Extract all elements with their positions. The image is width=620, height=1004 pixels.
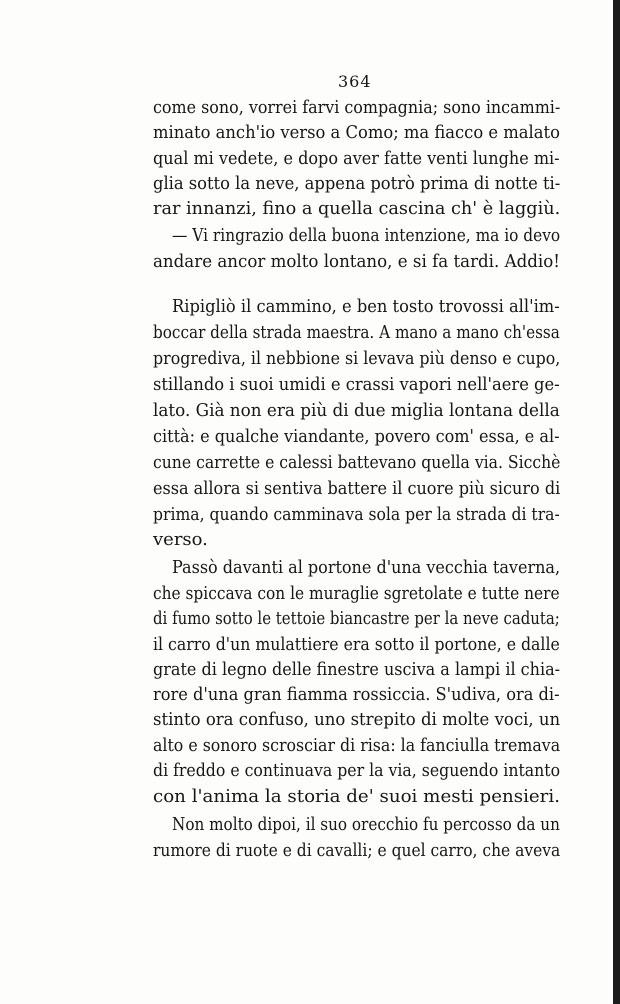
text-line: città: e qualche viandante, povero com' essa, e al-: [153, 426, 560, 447]
page-number: 364: [338, 72, 372, 91]
text-line: prima, quando camminava sola per la strada di tra-: [153, 504, 560, 525]
text-line: verso.: [153, 529, 208, 550]
text-line: — Vi ringrazio della buona intenzione, ma io devo: [172, 225, 561, 246]
text-line: andare ancor molto lontano, e si fa tardi. Addio!: [153, 251, 560, 272]
text-line: stinto ora confuso, uno strepito di molte voci, un: [153, 709, 561, 730]
text-line: che spiccava con le muraglie sgretolate e tutte nere: [153, 583, 560, 604]
text-line: progrediva, il nebbione si levava più denso e cupo,: [153, 348, 561, 369]
text-line: Passò davanti al portone d'una vecchia taverna,: [172, 557, 561, 578]
text-line: con l'anima la storia de' suoi mesti pensieri.: [153, 786, 561, 807]
text-line: qual mi vedete, e dopo aver fatte venti lunghe mi-: [153, 148, 560, 169]
text-line: Ripigliò il cammino, e ben tosto trovossi all'im-: [172, 296, 560, 317]
text-line: come sono, vorrei farvi compagnia; sono incammi-: [153, 97, 561, 118]
text-line: di fumo sotto le tettoie biancastre per la neve caduta;: [153, 608, 560, 629]
text-line: rore d'una gran fiamma rossiccia. S'udiva, ora di-: [153, 684, 560, 705]
text-line: grate di legno delle finestre usciva a lampi il chia-: [153, 659, 561, 680]
text-line: Non molto dipoi, il suo orecchio fu percosso da un: [172, 814, 560, 835]
text-line: rumore di ruote e di cavalli; e quel carro, che aveva: [153, 840, 561, 861]
text-line: minato anch'io verso a Como; ma fiacco e malato: [153, 122, 560, 143]
text-line: cune carrette e calessi battevano quella via. Sicchè: [153, 452, 561, 473]
text-line: di freddo e continuava per la via, seguendo intanto: [153, 760, 561, 781]
text-line: lato. Già non era più di due miglia lontana della: [153, 400, 560, 421]
text-line: stillando i suoi umidi e crassi vapori nell'aere ge-: [153, 374, 560, 395]
page-edge-shadow: [613, 0, 620, 1004]
text-line: essa allora si sentiva battere il cuore più sicuro di: [153, 478, 561, 499]
text-line: il carro d'un mulattiere era sotto il portone, e dalle: [153, 634, 560, 655]
text-line: boccar della strada maestra. A mano a mano ch'essa: [153, 322, 560, 343]
text-line: rar innanzi, fino a quella cascina ch' è laggiù.: [153, 198, 561, 219]
text-line: glia sotto la neve, appena potrò prima di notte ti-: [153, 173, 561, 194]
text-line: alto e sonoro scrosciar di risa: la fanciulla tremava: [153, 735, 561, 756]
